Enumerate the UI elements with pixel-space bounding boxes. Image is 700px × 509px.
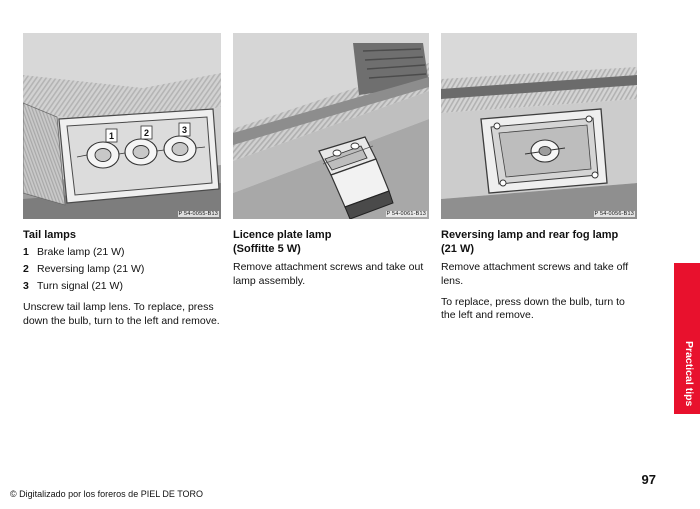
- page-number: 97: [641, 472, 656, 487]
- column-reversing-lamp: [441, 33, 637, 329]
- svg-text:2: 2: [143, 128, 150, 138]
- side-tab-practical-tips: [674, 263, 700, 414]
- section-paragraph: To replace, press down the bulb, turn to the left and remove.: [441, 295, 625, 322]
- column-licence-plate-lamp: [233, 33, 429, 329]
- section-title-text: Reversing lamp and rear fog lamp: [441, 229, 619, 241]
- list-item: [23, 263, 221, 277]
- figure-code: P 54-0061-B13: [386, 211, 426, 217]
- caption-reversing-lamp: [441, 228, 637, 323]
- figure-code: P 54-0056-B13: [594, 211, 634, 217]
- list-item-number: 2: [23, 263, 29, 276]
- scan-credit: © Digitalizado por los foreros de PIEL DE TORO: [10, 489, 204, 499]
- bulb-list: [23, 246, 221, 294]
- list-item-label: Brake lamp (21 W): [37, 246, 125, 259]
- content-columns: [23, 33, 643, 329]
- column-tail-lamps: [23, 33, 221, 329]
- side-tab-label: Practical tips: [683, 340, 695, 406]
- list-item-number: 1: [23, 246, 29, 259]
- list-item-number: 3: [23, 280, 29, 293]
- figure-licence-plate-lamp: [233, 33, 429, 219]
- section-title: [233, 228, 429, 257]
- section-subtitle: (Soffitte 5 W): [233, 243, 301, 256]
- section-title: [441, 228, 637, 257]
- list-item-label: Reversing lamp (21 W): [37, 263, 145, 276]
- licence-plate-lamp-illustration: [233, 33, 429, 219]
- tail-lamp-illustration: [23, 33, 221, 219]
- figure-code: P 54-0055-B13: [178, 211, 218, 217]
- caption-tail-lamps: [23, 228, 221, 329]
- section-paragraph: Remove attachment screws and take out lamp assembly.: [233, 260, 424, 287]
- section-title-text: Licence plate lamp: [233, 229, 332, 241]
- svg-text:1: 1: [108, 131, 115, 141]
- caption-licence-plate-lamp: [233, 228, 429, 289]
- list-item: [23, 280, 221, 294]
- section-subtitle: (21 W): [441, 243, 474, 256]
- section-paragraph: Unscrew tail lamp lens. To replace, press down the bulb, turn to the left and remove.: [23, 301, 220, 328]
- figure-tail-lamps: [23, 33, 221, 219]
- svg-text:3: 3: [181, 125, 188, 135]
- reversing-lamp-illustration: [441, 33, 637, 219]
- section-paragraph: Remove attachment screws and take off lens.: [441, 260, 629, 287]
- section-title: Tail lamps: [23, 229, 76, 241]
- list-item-label: Turn signal (21 W): [37, 280, 123, 293]
- list-item: [23, 246, 221, 260]
- figure-reversing-lamp: [441, 33, 637, 219]
